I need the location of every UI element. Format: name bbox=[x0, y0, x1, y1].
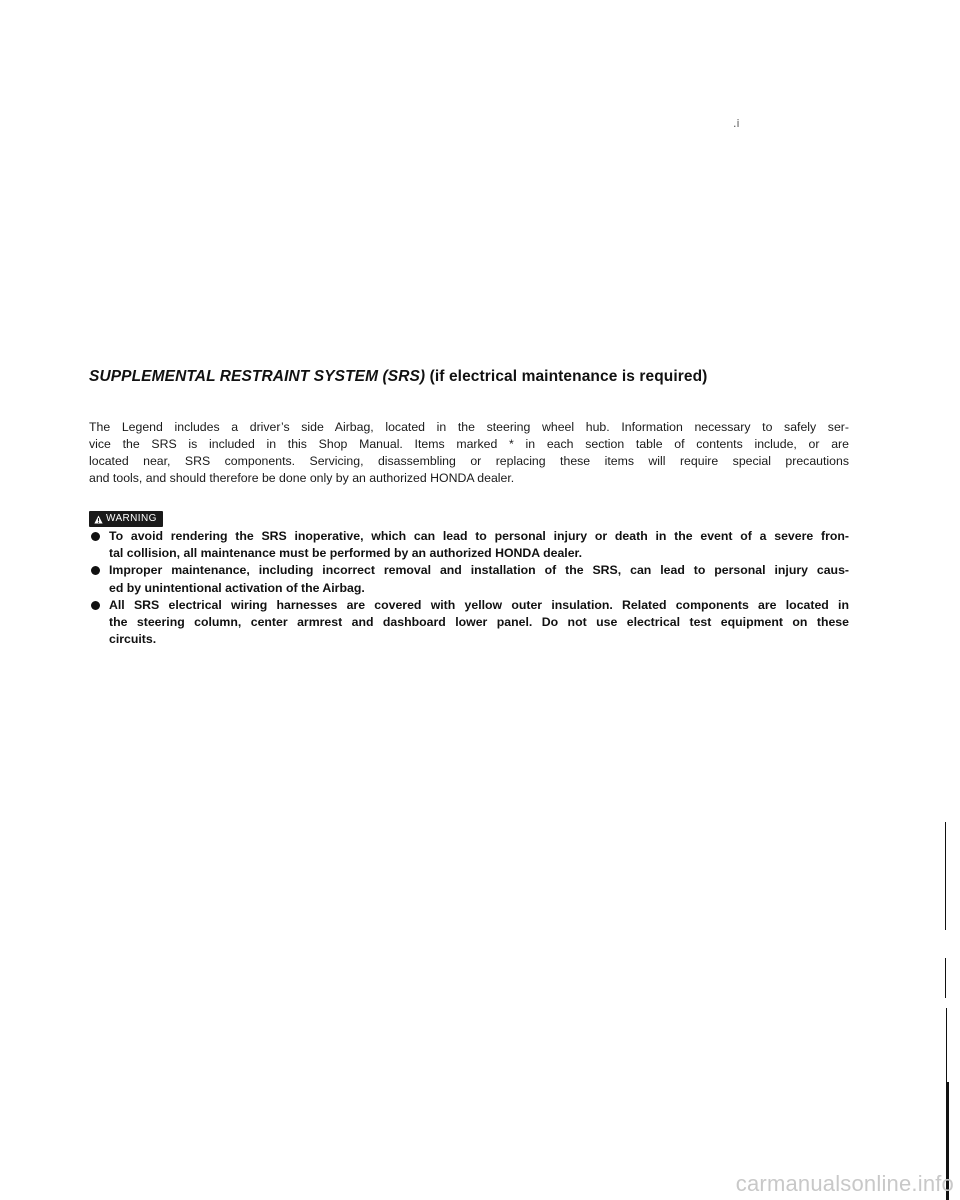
warning-line: circuits. bbox=[109, 632, 157, 647]
scan-artifact: .i bbox=[733, 117, 740, 130]
warning-triangle-icon bbox=[94, 515, 103, 524]
warning-line: tal collision, all maintenance must be performed by an authorized HONDA dealer. bbox=[109, 546, 583, 561]
warning-label: WARNING bbox=[106, 513, 157, 524]
scan-edge-mark bbox=[945, 822, 946, 930]
warning-badge bbox=[89, 511, 163, 527]
bullet-icon bbox=[91, 532, 100, 541]
warning-line: the steering column, center armrest and dashboard lower panel. Do not use electrical test equipment on these bbox=[109, 615, 849, 630]
title-suffix: (if electrical maintenance is required) bbox=[425, 368, 708, 385]
bullet-icon bbox=[91, 566, 100, 575]
intro-line: vice the SRS is included in this Shop Manual. Items marked * in each section table of contents include, or are bbox=[89, 437, 849, 451]
bullet-icon bbox=[91, 601, 100, 610]
intro-line: located near, SRS components. Servicing, disassembling or replacing these items will require special precautions bbox=[89, 454, 849, 468]
intro-paragraph bbox=[89, 419, 849, 487]
intro-line: The Legend includes a driver’s side Airbag, located in the steering wheel hub. Information necessary to safely ser- bbox=[89, 420, 849, 434]
scan-edge-mark bbox=[945, 958, 946, 998]
warning-line: ed by unintentional activation of the Airbag. bbox=[109, 580, 365, 595]
title-main: SUPPLEMENTAL RESTRAINT SYSTEM (SRS) bbox=[89, 368, 426, 385]
warning-line: All SRS electrical wiring harnesses are covered with yellow outer insulation. Related components are located in bbox=[109, 597, 849, 612]
intro-line: and tools, and should therefore be done only by an authorized HONDA dealer. bbox=[89, 471, 515, 485]
warning-line: Improper maintenance, including incorrect removal and installation of the SRS, can lead to personal injury caus- bbox=[109, 563, 849, 578]
section-title bbox=[89, 368, 889, 386]
warning-item bbox=[89, 528, 849, 562]
warning-item bbox=[89, 562, 849, 596]
warning-line: To avoid rendering the SRS inoperative, which can lead to personal injury or death in the event of a severe fron- bbox=[109, 529, 849, 543]
warning-item bbox=[89, 597, 849, 649]
scan-edge-mark bbox=[946, 1008, 947, 1082]
watermark: carmanualsonline.info bbox=[735, 1171, 954, 1196]
warning-list bbox=[89, 528, 849, 648]
